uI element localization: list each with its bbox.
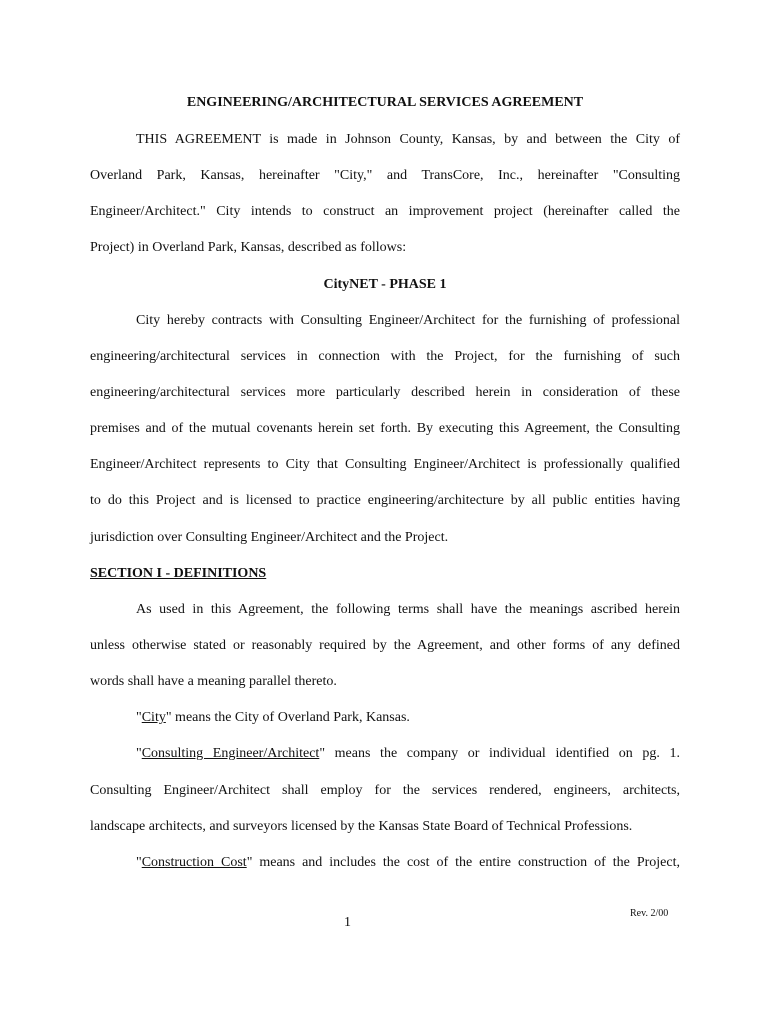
- contract-line-7: jurisdiction over Consulting Engineer/Architect and the Project.: [90, 530, 449, 545]
- definition-consulting-line-2: Consulting Engineer/Architect shall employ for the services rendered, engineers, architects,: [90, 783, 680, 798]
- open-quote: ": [136, 746, 142, 761]
- definition-construction: [136, 854, 680, 872]
- definition-consulting: [136, 745, 680, 763]
- term-city: City: [141, 710, 166, 725]
- definition-consulting-text: " means the company or individual identified on pg. 1.: [319, 746, 680, 761]
- definition-city: [136, 709, 680, 727]
- intro-line-2: Overland Park, Kansas, hereinafter "City," and TransCore, Inc., hereinafter "Consulting: [90, 168, 680, 183]
- revision-label: Rev. 2/00: [630, 908, 669, 919]
- contract-line-6: to do this Project and is licensed to practice engineering/architecture by all public entities having: [90, 493, 680, 508]
- section-heading: SECTION I - DEFINITIONS: [90, 566, 267, 581]
- definition-city-text: " means the City of Overland Park, Kansas.: [165, 710, 410, 725]
- intro-line-3: Engineer/Architect." City intends to construct an improvement project (hereinafter called the: [90, 204, 680, 219]
- contract-line-5: Engineer/Architect represents to City that Consulting Engineer/Architect is professionally qualified: [90, 457, 680, 472]
- term-construction-cost: Construction Cost: [141, 855, 247, 870]
- definitions-line-2: unless otherwise stated or reasonably required by the Agreement, and other forms of any defined: [90, 638, 680, 653]
- contract-line-2: engineering/architectural services in connection with the Project, for the furnishing of such: [90, 349, 680, 364]
- open-quote: ": [136, 855, 142, 870]
- contract-line-3: engineering/architectural services more particularly described herein in consideration of these: [90, 385, 680, 400]
- contract-line-1: City hereby contracts with Consulting Engineer/Architect for the furnishing of professional: [136, 313, 680, 328]
- intro-line-4: Project) in Overland Park, Kansas, described as follows:: [90, 240, 407, 255]
- intro-line-1: THIS AGREEMENT is made in Johnson County, Kansas, by and between the City of: [136, 132, 680, 147]
- page-number: 1: [344, 915, 351, 930]
- term-consulting: Consulting Engineer/Architect: [141, 746, 320, 761]
- contract-line-4: premises and of the mutual covenants herein set forth. By executing this Agreement, the Consulting: [90, 421, 680, 436]
- definitions-line-3: words shall have a meaning parallel thereto.: [90, 674, 337, 689]
- definition-consulting-line-3: landscape architects, and surveyors licensed by the Kansas State Board of Technical Professions.: [90, 819, 633, 834]
- project-name: CityNET - PHASE 1: [323, 277, 447, 292]
- definitions-line-1: As used in this Agreement, the following terms shall have the meanings ascribed herein: [136, 602, 680, 617]
- agreement-title: ENGINEERING/ARCHITECTURAL SERVICES AGREEMENT: [186, 95, 584, 110]
- open-quote: ": [136, 710, 142, 725]
- definition-construction-text: " means and includes the cost of the entire construction of the Project,: [246, 855, 680, 870]
